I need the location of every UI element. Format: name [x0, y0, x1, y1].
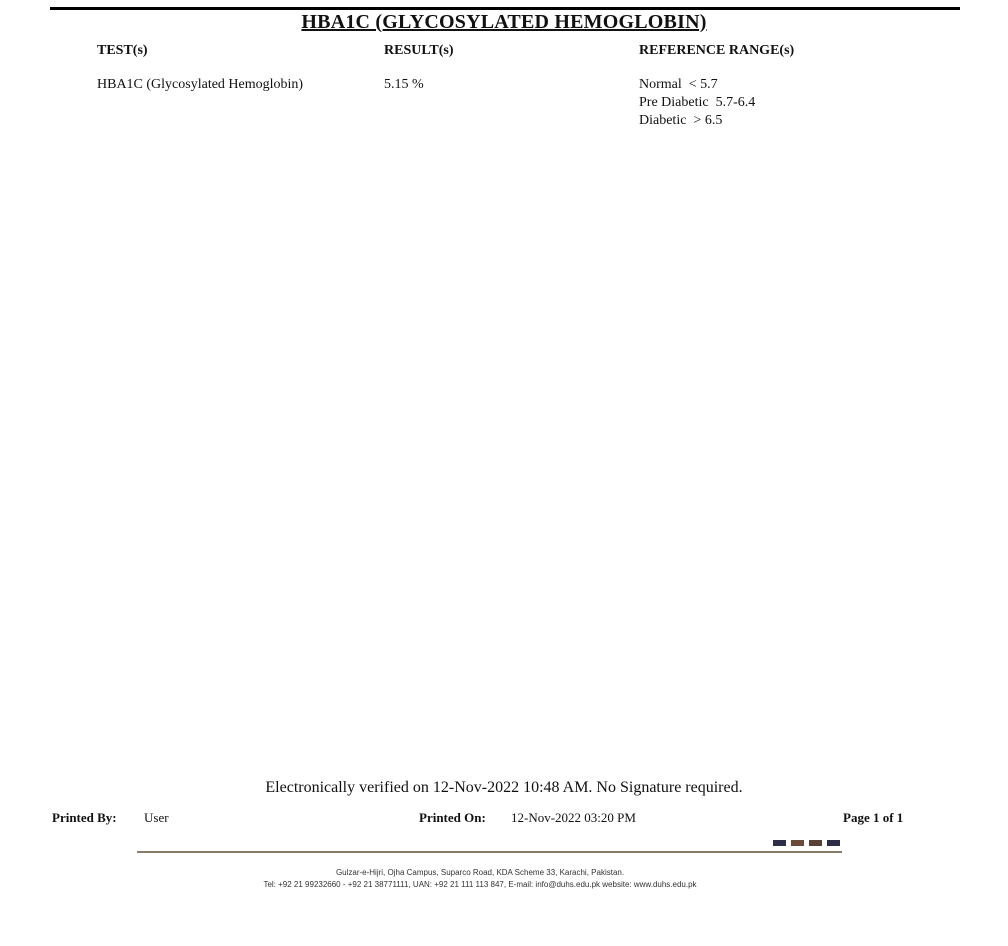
printed-on-value: 12-Nov-2022 03:20 PM: [511, 810, 636, 825]
square-2: [791, 840, 804, 846]
footer-rule: [137, 851, 842, 853]
printed-by-label: Printed By:: [52, 810, 117, 825]
address-line-2: Tel: +92 21 99232660 - +92 21 38771111, UAN: +92 21 111 113 847, E-mail: info@duhs.edu.pk website: www.duhs.edu.pk: [263, 880, 697, 889]
decorative-squares: [773, 840, 840, 847]
column-header-test: TEST(s): [97, 43, 148, 58]
row-result-value: 5.15 %: [384, 77, 424, 92]
report-title: HBA1C (GLYCOSYLATED HEMOGLOBIN): [301, 11, 707, 33]
reference-prediabetic: Pre Diabetic 5.7-6.4: [639, 95, 756, 110]
page-number: Page 1 of 1: [843, 810, 904, 825]
address-line-1: Gulzar-e-Hijri, Ojha Campus, Suparco Road, KDA Scheme 33, Karachi, Pakistan.: [335, 868, 625, 877]
column-header-result: RESULT(s): [384, 43, 454, 58]
reference-diabetic: Diabetic > 6.5: [639, 113, 723, 128]
top-rule: [50, 7, 960, 10]
printed-by-value: User: [144, 810, 169, 825]
square-3: [809, 840, 822, 846]
column-header-reference: REFERENCE RANGE(s): [639, 43, 795, 58]
row-reference-range: [639, 76, 755, 130]
verification-note: Electronically verified on 12-Nov-2022 10:48 AM. No Signature required.: [265, 779, 743, 796]
printed-on-label: Printed On:: [419, 810, 486, 825]
row-test-name: HBA1C (Glycosylated Hemoglobin): [97, 77, 304, 92]
square-4: [827, 840, 840, 846]
reference-normal: Normal < 5.7: [639, 77, 718, 92]
square-1: [773, 840, 786, 846]
